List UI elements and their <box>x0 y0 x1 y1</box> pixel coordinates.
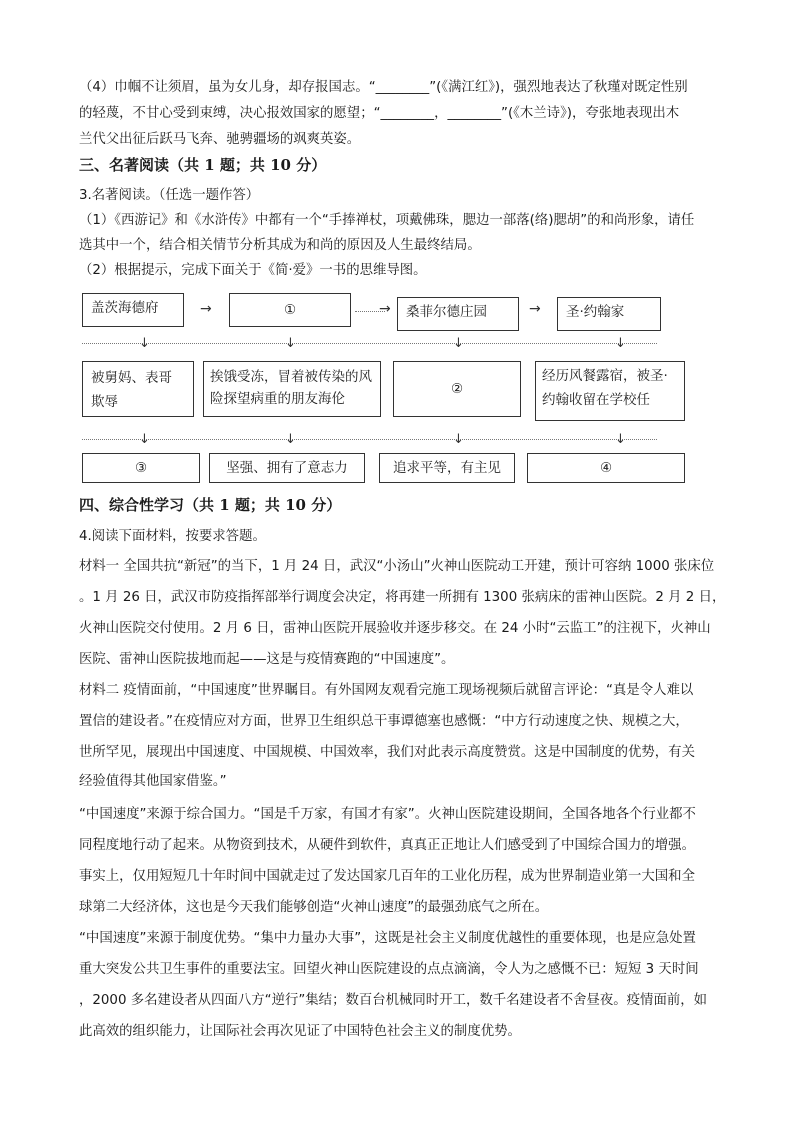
section-4-line: 此高效的组织能力，让国际社会再次见证了中国特色社会主义的制度优势。 <box>79 1024 521 1039</box>
section-4-line: 经验值得其他国家借鉴。” <box>79 774 227 789</box>
arrow-down-icon: ↓ <box>285 432 296 447</box>
section-4-line: 4.阅读下面材料，按要求答题。 <box>79 529 266 544</box>
section-4-line: 材料二 疫情面前，“中国速度”世界瞩目。有外国网友观看完施工现场视频后就留言评论：“真是令人难以 <box>79 683 694 698</box>
section-4-line: 事实上，仅用短短几十年时间中国就走过了发达国家几百年的工业化历程，成为世界制造业第一大国和全 <box>79 869 695 884</box>
arrow-down-icon: ↓ <box>285 336 296 351</box>
question-4-line-2: 的轻蔑，不甘心受到束缚，决心报效国家的愿望；“________，________”(《木兰诗》)，夸张地表现出木 <box>79 106 680 121</box>
section-3-line: （2）根据提示，完成下面关于《简·爱》一书的思维导图。 <box>79 263 427 278</box>
section-4-line: 重大突发公共卫生事件的重要法宝。回望火神山医院建设的点点滴滴，令人为之感慨不已：短短 3 天时间 <box>79 962 699 977</box>
arrow-down-icon: ↓ <box>615 432 626 447</box>
mindmap-node-blank-1: ① <box>229 293 351 327</box>
section-4-heading: 四、综合性学习（共 1 题；共 10 分） <box>79 496 342 514</box>
section-3-heading: 三、名著阅读（共 1 题；共 10 分） <box>79 156 327 174</box>
mindmap-node-st-john: 圣·约翰家 <box>557 297 661 331</box>
question-4-line-1: （4）巾帼不让须眉，虽为女儿身，却存报国志。“________”(《满江红》)，强烈地表达了秋瑾对既定性别 <box>79 80 688 95</box>
section-3-line: 3.名著阅读。（任选一题作答） <box>79 188 260 203</box>
arrow-down-icon: ↓ <box>139 432 150 447</box>
section-4-line: 球第二大经济体，这也是今天我们能够创造“火神山速度”的最强劲底气之所在。 <box>79 900 549 915</box>
question-4-line-3: 兰代父出征后跃马飞奔、驰骋疆场的飒爽英姿。 <box>79 132 361 147</box>
section-4-line: 医院、雷神山医院拔地而起——这是与疫情赛跑的“中国速度”。 <box>79 652 455 667</box>
section-4-line: ，2000 多名建设者从四面八方“逆行”集结；数百台机械同时开工，数千名建设者不舍昼夜。疫情面前，如 <box>79 993 708 1008</box>
jane-eyre-mind-map <box>79 289 719 485</box>
section-4-line: 置信的建设者。”在疫情应对方面，世界卫生组织总干事谭德塞也感慨：“中方行动速度之快、规模之大， <box>79 714 689 729</box>
section-3-line: （1）《西游记》和《水浒传》中都有一个“手捧禅杖，项戴佛珠，腮边一部落(络)腮胡”的和尚形象，请任 <box>79 213 695 228</box>
section-4-line: 世所罕见，展现出中国速度、中国规模、中国效率，我们对此表示高度赞赏。这是中国制度的优势，有关 <box>79 745 695 760</box>
mindmap-node-helen: 挨饿受冻，冒着被传染的风险探望病重的朋友海伦 <box>203 361 381 417</box>
arrow-right-icon: → <box>379 301 391 317</box>
arrow-down-icon: ↓ <box>453 432 464 447</box>
mindmap-node-blank-3: ③ <box>82 453 200 483</box>
mindmap-node-strong-will: 坚强、拥有了意志力 <box>209 453 365 483</box>
dotted-connector <box>82 343 657 344</box>
section-4-line: 同程度地行动了起来。从物资到技术，从硬件到软件，真真正正地让人们感受到了中国综合国力的增强。 <box>79 838 695 853</box>
section-4-line: 材料一 全国共抗“新冠”的当下，1 月 24 日，武汉“小汤山”火神山医院动工开建，预计可容纳 1000 张床位 <box>79 559 715 574</box>
dotted-connector <box>82 439 657 440</box>
section-3-line: 选其中一个，结合相关情节分析其成为和尚的原因及人生最终结局。 <box>79 238 481 253</box>
mindmap-node-equality: 追求平等，有主见 <box>379 453 515 483</box>
section-4-line: 火神山医院交付使用。2 月 6 日，雷神山医院开展验收并逐步移交。在 24 小时“云监工”的注视下，火神山 <box>79 621 711 636</box>
mindmap-node-gateshead: 盖茨海德府 <box>82 293 184 327</box>
arrow-down-icon: ↓ <box>453 336 464 351</box>
arrow-down-icon: ↓ <box>139 336 150 351</box>
arrow-right-icon: → <box>200 301 212 317</box>
arrow-down-icon: ↓ <box>615 336 626 351</box>
mindmap-node-bullied: 被舅妈、表哥欺辱 <box>82 361 194 417</box>
mindmap-node-thornfield: 桑菲尔德庄园 <box>397 297 519 331</box>
section-4-line: 。1 月 26 日，武汉市防疫指挥部举行调度会决定，将再建一所拥有 1300 张病床的雷神山医院。2 月 2 日， <box>79 590 726 605</box>
section-4-line: “中国速度”来源于制度优势。“集中力量办大事”，这既是社会主义制度优越性的重要体现，也是应急处置 <box>79 931 696 946</box>
section-4-line: “中国速度”来源于综合国力。“国是千万家，有国才有家”。火神山医院建设期间，全国各地各个行业都不 <box>79 807 696 822</box>
mindmap-node-blank-2: ② <box>393 361 521 417</box>
mindmap-node-blank-4: ④ <box>527 453 685 483</box>
mindmap-node-st-john-school: 经历风餐露宿，被圣·约翰收留在学校任 <box>535 361 685 421</box>
arrow-right-icon: → <box>529 301 541 317</box>
